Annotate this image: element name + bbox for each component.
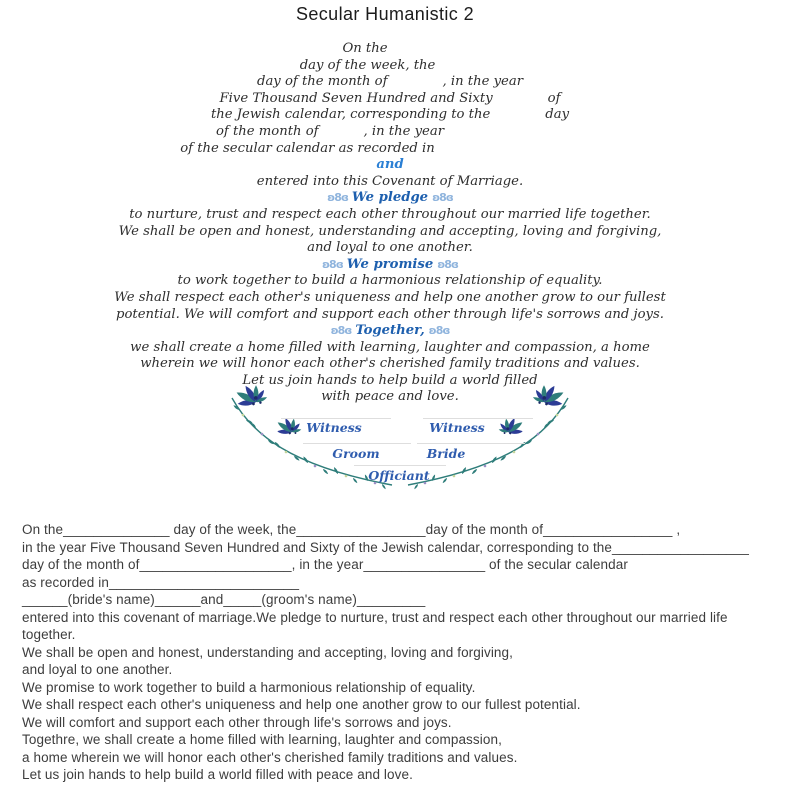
- signature-line: [423, 418, 533, 419]
- transcript-line: On the______________ day of the week, the_________________day of the month of_________________ ,: [22, 522, 681, 537]
- ceremony-text: of: [547, 90, 561, 106]
- transcript-line: We shall be open and honest, understanding and accepting, loving and forgiving,: [22, 644, 513, 660]
- ceremony-line: [0, 58, 780, 75]
- transcript-line: ______(bride's name)______and_____(groom's name)_________: [22, 592, 426, 607]
- ceremony-line: [0, 356, 780, 373]
- ceremony-text: with peace and love.: [321, 389, 459, 405]
- ceremony-line: [0, 41, 780, 58]
- ceremony-text: and loyal to one another.: [307, 240, 473, 256]
- ceremony-heading: We pledge: [351, 190, 429, 206]
- fill-in-blank: [435, 68, 480, 69]
- transcript-block: [22, 521, 794, 784]
- ceremony-text: Five Thousand Seven Hundred and Sixty: [219, 90, 493, 106]
- ceremony-heading: Together,: [355, 323, 425, 339]
- transcript-line: We promise to work together to build a harmonious relationship of equality.: [22, 679, 476, 695]
- fill-in-blank: [319, 134, 364, 135]
- transcript-line: Togethre, we shall create a home filled with learning, laughter and compassion,: [22, 732, 502, 747]
- ceremony-line: [0, 174, 780, 191]
- transcript-line: We will comfort and support each other through life's sorrows and joys.: [22, 714, 452, 730]
- ceremony-line: [0, 340, 780, 357]
- flourish-ornament: ʚ8ɞ: [327, 191, 348, 205]
- transcript-line: entered into this covenant of marriage.We pledge to nurture, trust and respect each other throughout our married life: [22, 609, 728, 625]
- fill-in-blank: [388, 51, 438, 52]
- ceremony-text: , in the year: [363, 123, 445, 139]
- fill-in-blank: [444, 134, 564, 135]
- ceremony-heading: We promise: [346, 256, 434, 272]
- transcript-line: We shall respect each other's uniqueness and help one another grow to our fullest potential.: [22, 697, 581, 712]
- transcript-line: Let us join hands to help build a world filled with peace and love.: [22, 767, 413, 782]
- ceremony-text: We shall be open and honest, understanding and accepting, loving and forgiving,: [118, 223, 662, 239]
- ceremony-text: day of the week, the: [299, 57, 436, 73]
- ceremony-text: potential. We will comfort and support each other through life's sorrows and joys.: [116, 306, 664, 322]
- flourish-ornament: ʚ8ɞ: [432, 191, 453, 205]
- signature-line: [354, 465, 446, 466]
- ceremony-text: day: [545, 107, 570, 123]
- ceremony-line: [0, 224, 780, 241]
- flourish-ornament: ʚ8ɞ: [437, 257, 458, 271]
- flourish-ornament: ʚ8ɞ: [428, 324, 450, 338]
- ceremony-line: [0, 107, 780, 124]
- signature-label-witness-right: Witness: [429, 420, 485, 435]
- flourish-ornament: ʚ8ɞ: [330, 324, 352, 338]
- ceremony-text: , in the year: [442, 74, 523, 90]
- ceremony-line: [0, 290, 780, 307]
- ceremony-text: We shall respect each other's uniqueness and help one another grow to our fullest: [114, 289, 666, 305]
- signature-label-witness-left: Witness: [306, 420, 362, 435]
- flourish-ornament: ʚ8ɞ: [322, 257, 343, 271]
- transcript-line: as recorded in_________________________: [22, 574, 300, 590]
- ceremony-text: On the: [342, 41, 388, 56]
- ceremony-line: [0, 207, 780, 224]
- fill-in-blank: [493, 101, 548, 102]
- signature-line: [303, 443, 411, 444]
- signature-label-bride: Bride: [426, 446, 466, 461]
- ceremony-line: [0, 124, 780, 141]
- transcript-line: a home wherein we will honor each other's cherished family traditions and values.: [22, 749, 518, 765]
- ceremony-text: of the secular calendar as recorded in: [180, 140, 435, 156]
- ceremony-heading-line: [0, 190, 780, 207]
- ceremony-text: entered into this Covenant of Marriage.: [256, 173, 524, 189]
- ceremony-line: [0, 240, 780, 257]
- ceremony-text: the Jewish calendar, corresponding to the: [210, 107, 491, 123]
- signature-line: [281, 418, 391, 419]
- ceremony-heading-line: [0, 323, 780, 340]
- transcript-line: and loyal to one another.: [22, 662, 173, 677]
- signature-label-groom: Groom: [332, 446, 380, 461]
- ceremony-heading-line: [0, 257, 780, 274]
- fill-in-blank: [490, 117, 545, 118]
- ceremony-line: [0, 273, 780, 290]
- fill-in-blank: [435, 151, 600, 152]
- ceremony-line: [0, 307, 780, 324]
- transcript-line: in the year Five Thousand Seven Hundred and Sixty of the Jewish calendar, corresponding to the__________________: [22, 539, 749, 555]
- fill-in-blank: [388, 84, 443, 85]
- signature-label-officiant: Officiant: [368, 468, 430, 483]
- ceremony-text: of the month of: [215, 123, 319, 139]
- ceremony-text: wherein we will honor each other's cherished family traditions and values.: [140, 356, 640, 372]
- transcript-line: together.: [22, 627, 76, 642]
- ceremony-line: [0, 74, 780, 91]
- ceremony-text: Let us join hands to help build a world filled: [242, 372, 538, 388]
- ceremony-line: [0, 91, 780, 108]
- ceremony-text: to nurture, trust and respect each other throughout our married life together.: [129, 206, 651, 222]
- ceremony-line: and: [376, 157, 404, 173]
- ceremony-text: day of the month of: [257, 74, 388, 90]
- ceremony-line: [0, 141, 780, 158]
- ceremony-text: we shall create a home filled with learning, laughter and compassion, a home: [130, 339, 650, 355]
- ceremony-text: to work together to build a harmonious relationship of equality.: [177, 273, 603, 289]
- transcript-line: day of the month of____________________, in the year________________ of the secular calendar: [22, 557, 628, 572]
- page-title: Secular Humanistic 2: [295, 4, 475, 24]
- ceremony-text-block: [0, 41, 780, 406]
- signature-line: [417, 443, 525, 444]
